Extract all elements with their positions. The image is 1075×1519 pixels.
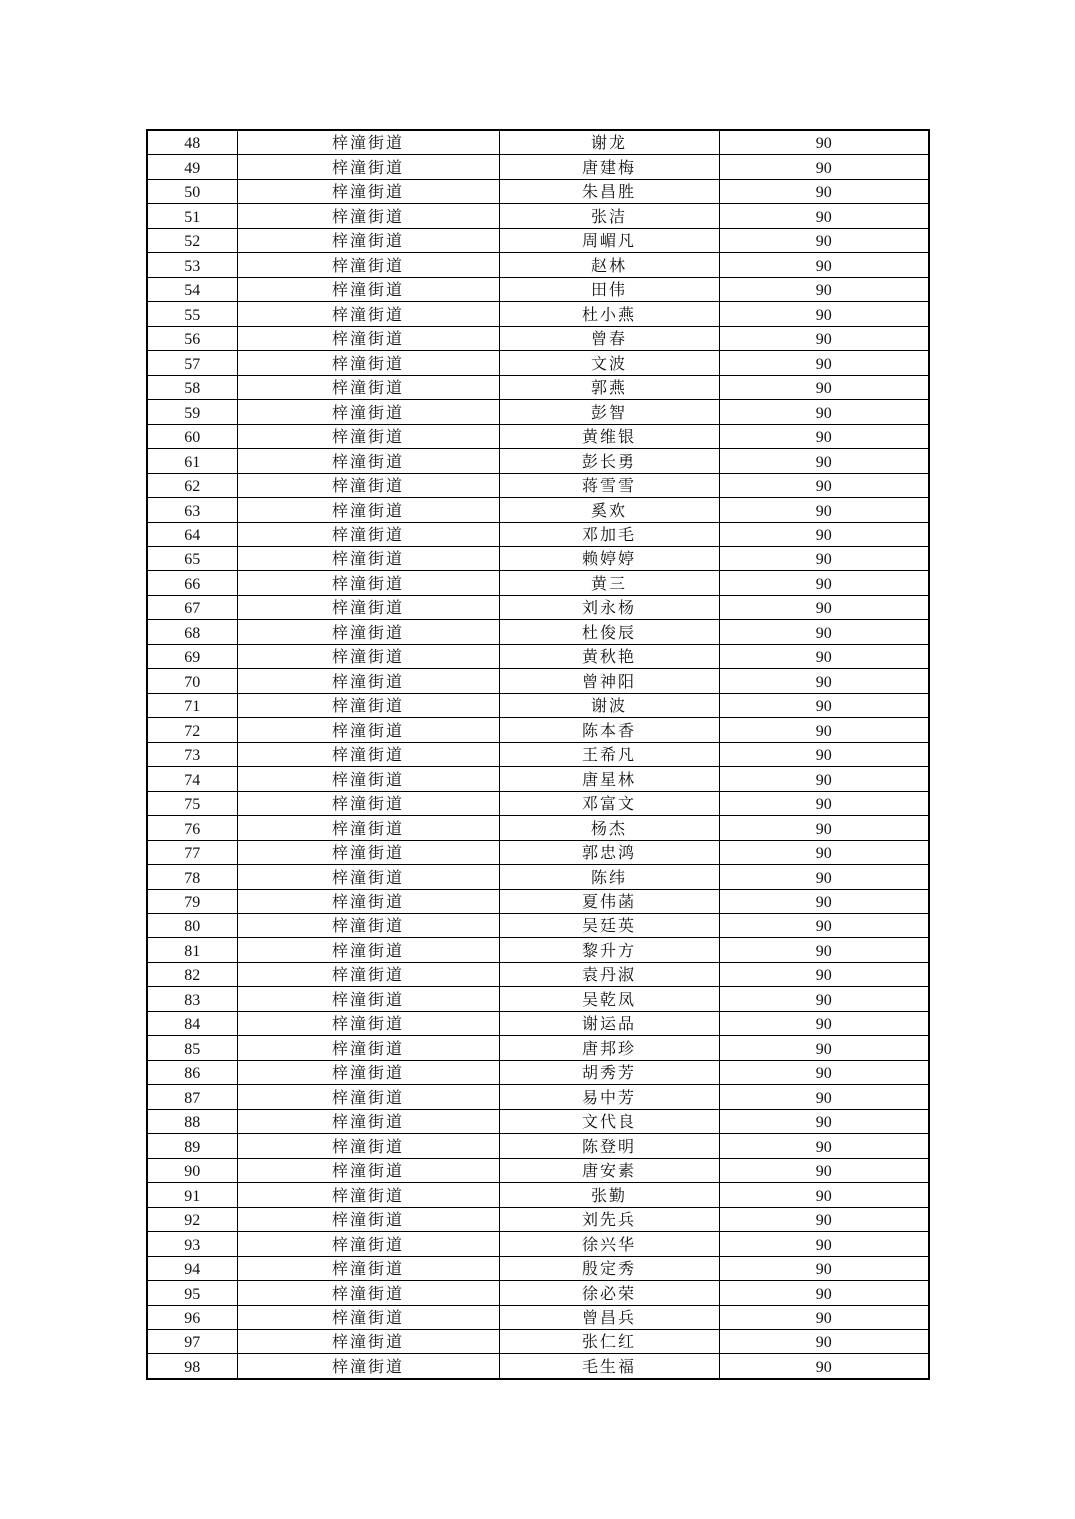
person-name-cell: 毛生福 [499,1354,719,1379]
score-cell: 90 [719,938,929,962]
table-row [147,155,929,179]
table-row [147,1060,929,1084]
person-name-cell: 周嵋凡 [499,228,719,252]
person-name-cell: 赖婷婷 [499,546,719,570]
score-cell: 90 [719,204,929,228]
table-row [147,228,929,252]
row-number-cell: 82 [147,962,237,986]
street-cell: 梓潼街道 [237,1207,499,1231]
street-cell: 梓潼街道 [237,840,499,864]
street-cell: 梓潼街道 [237,179,499,203]
person-name-cell: 黄秋艳 [499,644,719,668]
score-cell: 90 [719,179,929,203]
score-cell: 90 [719,865,929,889]
street-cell: 梓潼街道 [237,620,499,644]
street-cell: 梓潼街道 [237,1281,499,1305]
street-cell: 梓潼街道 [237,595,499,619]
person-name-cell: 陈登明 [499,1134,719,1158]
street-cell: 梓潼街道 [237,546,499,570]
street-cell: 梓潼街道 [237,1354,499,1379]
street-cell: 梓潼街道 [237,1085,499,1109]
person-name-cell: 徐必荣 [499,1281,719,1305]
person-name-cell: 袁丹淑 [499,962,719,986]
person-name-cell: 杜小燕 [499,302,719,326]
table-row [147,962,929,986]
row-number-cell: 61 [147,449,237,473]
table-row [147,840,929,864]
score-cell: 90 [719,1207,929,1231]
row-number-cell: 68 [147,620,237,644]
person-name-cell: 曾春 [499,326,719,350]
street-cell: 梓潼街道 [237,938,499,962]
row-number-cell: 65 [147,546,237,570]
row-number-cell: 84 [147,1011,237,1035]
street-cell: 梓潼街道 [237,498,499,522]
person-name-cell: 谢龙 [499,130,719,155]
score-cell: 90 [719,522,929,546]
score-cell: 90 [719,473,929,497]
street-cell: 梓潼街道 [237,1158,499,1182]
score-cell: 90 [719,791,929,815]
score-cell: 90 [719,693,929,717]
score-cell: 90 [719,351,929,375]
score-cell: 90 [719,571,929,595]
street-cell: 梓潼街道 [237,155,499,179]
score-cell: 90 [719,914,929,938]
score-cell: 90 [719,1256,929,1280]
street-cell: 梓潼街道 [237,302,499,326]
table-row [147,1183,929,1207]
street-cell: 梓潼街道 [237,693,499,717]
person-name-cell: 黎升方 [499,938,719,962]
score-cell: 90 [719,1011,929,1035]
person-name-cell: 文波 [499,351,719,375]
person-name-cell: 唐安素 [499,1158,719,1182]
table-row [147,1207,929,1231]
street-cell: 梓潼街道 [237,742,499,766]
person-name-cell: 夏伟菡 [499,889,719,913]
person-name-cell: 陈本香 [499,718,719,742]
score-cell: 90 [719,1305,929,1329]
score-cell: 90 [719,669,929,693]
person-name-cell: 黄三 [499,571,719,595]
row-number-cell: 54 [147,277,237,301]
street-cell: 梓潼街道 [237,791,499,815]
table-row [147,546,929,570]
row-number-cell: 88 [147,1109,237,1133]
score-cell: 90 [719,1158,929,1182]
street-cell: 梓潼街道 [237,400,499,424]
row-number-cell: 76 [147,816,237,840]
person-name-cell: 唐星林 [499,767,719,791]
table-row [147,204,929,228]
table-row [147,669,929,693]
score-cell: 90 [719,816,929,840]
row-number-cell: 50 [147,179,237,203]
score-cell: 90 [719,326,929,350]
street-cell: 梓潼街道 [237,204,499,228]
row-number-cell: 67 [147,595,237,619]
row-number-cell: 93 [147,1232,237,1256]
street-cell: 梓潼街道 [237,1036,499,1060]
table-row [147,742,929,766]
score-cell: 90 [719,302,929,326]
score-cell: 90 [719,155,929,179]
street-cell: 梓潼街道 [237,1011,499,1035]
row-number-cell: 59 [147,400,237,424]
person-name-cell: 张仁红 [499,1329,719,1353]
table-row [147,816,929,840]
table-row [147,1085,929,1109]
table-row [147,889,929,913]
person-name-cell: 杜俊辰 [499,620,719,644]
row-number-cell: 80 [147,914,237,938]
person-name-cell: 杨杰 [499,816,719,840]
table-row [147,326,929,350]
person-name-cell: 彭智 [499,400,719,424]
street-cell: 梓潼街道 [237,889,499,913]
row-number-cell: 83 [147,987,237,1011]
row-number-cell: 95 [147,1281,237,1305]
street-cell: 梓潼街道 [237,1060,499,1084]
row-number-cell: 92 [147,1207,237,1231]
table-row [147,277,929,301]
street-cell: 梓潼街道 [237,253,499,277]
street-cell: 梓潼街道 [237,914,499,938]
person-name-cell: 王希凡 [499,742,719,766]
street-cell: 梓潼街道 [237,1183,499,1207]
row-number-cell: 58 [147,375,237,399]
street-cell: 梓潼街道 [237,571,499,595]
row-number-cell: 64 [147,522,237,546]
score-cell: 90 [719,498,929,522]
table-row [147,865,929,889]
score-cell: 90 [719,742,929,766]
table-row [147,1281,929,1305]
person-name-cell: 吴廷英 [499,914,719,938]
table-row [147,595,929,619]
table-row [147,693,929,717]
street-cell: 梓潼街道 [237,1329,499,1353]
row-number-cell: 72 [147,718,237,742]
table-row [147,620,929,644]
person-name-cell: 邓加毛 [499,522,719,546]
street-cell: 梓潼街道 [237,130,499,155]
score-cell: 90 [719,767,929,791]
row-number-cell: 87 [147,1085,237,1109]
table-row [147,253,929,277]
table-row [147,718,929,742]
row-number-cell: 90 [147,1158,237,1182]
street-cell: 梓潼街道 [237,326,499,350]
score-cell: 90 [719,449,929,473]
street-cell: 梓潼街道 [237,351,499,375]
street-cell: 梓潼街道 [237,375,499,399]
row-number-cell: 85 [147,1036,237,1060]
row-number-cell: 69 [147,644,237,668]
person-name-cell: 曾神阳 [499,669,719,693]
score-cell: 90 [719,1183,929,1207]
row-number-cell: 75 [147,791,237,815]
street-cell: 梓潼街道 [237,424,499,448]
table-row [147,1354,929,1379]
table-row [147,351,929,375]
street-cell: 梓潼街道 [237,669,499,693]
row-number-cell: 57 [147,351,237,375]
person-name-cell: 张洁 [499,204,719,228]
table-row [147,938,929,962]
score-cell: 90 [719,718,929,742]
score-cell: 90 [719,228,929,252]
person-name-cell: 田伟 [499,277,719,301]
row-number-cell: 89 [147,1134,237,1158]
row-number-cell: 98 [147,1354,237,1379]
person-name-cell: 彭长勇 [499,449,719,473]
person-name-cell: 易中芳 [499,1085,719,1109]
street-cell: 梓潼街道 [237,1305,499,1329]
row-number-cell: 74 [147,767,237,791]
street-cell: 梓潼街道 [237,1109,499,1133]
table-row [147,987,929,1011]
person-name-cell: 刘先兵 [499,1207,719,1231]
person-name-cell: 奚欢 [499,498,719,522]
table-row [147,1109,929,1133]
table-row [147,1256,929,1280]
row-number-cell: 71 [147,693,237,717]
roster-table-body [147,130,929,1379]
score-cell: 90 [719,1036,929,1060]
score-cell: 90 [719,1109,929,1133]
person-name-cell: 陈纬 [499,865,719,889]
table-row [147,498,929,522]
person-name-cell: 徐兴华 [499,1232,719,1256]
row-number-cell: 78 [147,865,237,889]
score-cell: 90 [719,1060,929,1084]
table-row [147,791,929,815]
person-name-cell: 唐建梅 [499,155,719,179]
person-name-cell: 胡秀芳 [499,1060,719,1084]
street-cell: 梓潼街道 [237,767,499,791]
score-cell: 90 [719,595,929,619]
row-number-cell: 66 [147,571,237,595]
street-cell: 梓潼街道 [237,449,499,473]
person-name-cell: 郭忠鸿 [499,840,719,864]
person-name-cell: 郭燕 [499,375,719,399]
street-cell: 梓潼街道 [237,1256,499,1280]
score-cell: 90 [719,962,929,986]
person-name-cell: 谢运品 [499,1011,719,1035]
row-number-cell: 70 [147,669,237,693]
table-row [147,1329,929,1353]
row-number-cell: 81 [147,938,237,962]
table-row [147,375,929,399]
row-number-cell: 53 [147,253,237,277]
table-row [147,767,929,791]
person-name-cell: 曾昌兵 [499,1305,719,1329]
score-cell: 90 [719,840,929,864]
street-cell: 梓潼街道 [237,962,499,986]
score-cell: 90 [719,1329,929,1353]
row-number-cell: 49 [147,155,237,179]
row-number-cell: 56 [147,326,237,350]
table-row [147,1036,929,1060]
score-cell: 90 [719,546,929,570]
table-row [147,130,929,155]
street-cell: 梓潼街道 [237,277,499,301]
table-row [147,302,929,326]
row-number-cell: 60 [147,424,237,448]
person-name-cell: 刘永杨 [499,595,719,619]
score-cell: 90 [719,1281,929,1305]
score-cell: 90 [719,1232,929,1256]
row-number-cell: 51 [147,204,237,228]
score-cell: 90 [719,277,929,301]
score-cell: 90 [719,889,929,913]
table-row [147,400,929,424]
roster-table [146,129,930,1380]
street-cell: 梓潼街道 [237,473,499,497]
row-number-cell: 94 [147,1256,237,1280]
score-cell: 90 [719,987,929,1011]
row-number-cell: 77 [147,840,237,864]
score-cell: 90 [719,424,929,448]
score-cell: 90 [719,253,929,277]
person-name-cell: 吴乾凤 [499,987,719,1011]
row-number-cell: 86 [147,1060,237,1084]
table-row [147,571,929,595]
score-cell: 90 [719,130,929,155]
score-cell: 90 [719,400,929,424]
row-number-cell: 55 [147,302,237,326]
table-row [147,1158,929,1182]
street-cell: 梓潼街道 [237,987,499,1011]
row-number-cell: 63 [147,498,237,522]
person-name-cell: 黄维银 [499,424,719,448]
table-row [147,1232,929,1256]
person-name-cell: 赵林 [499,253,719,277]
row-number-cell: 96 [147,1305,237,1329]
table-row [147,914,929,938]
street-cell: 梓潼街道 [237,865,499,889]
person-name-cell: 邓富文 [499,791,719,815]
row-number-cell: 97 [147,1329,237,1353]
table-row [147,1134,929,1158]
row-number-cell: 52 [147,228,237,252]
score-cell: 90 [719,1354,929,1379]
table-row [147,644,929,668]
person-name-cell: 张勤 [499,1183,719,1207]
score-cell: 90 [719,644,929,668]
score-cell: 90 [719,1085,929,1109]
person-name-cell: 蒋雪雪 [499,473,719,497]
street-cell: 梓潼街道 [237,718,499,742]
table-row [147,1305,929,1329]
table-row [147,1011,929,1035]
person-name-cell: 文代良 [499,1109,719,1133]
row-number-cell: 91 [147,1183,237,1207]
person-name-cell: 唐邦珍 [499,1036,719,1060]
person-name-cell: 朱昌胜 [499,179,719,203]
row-number-cell: 73 [147,742,237,766]
street-cell: 梓潼街道 [237,644,499,668]
score-cell: 90 [719,1134,929,1158]
row-number-cell: 79 [147,889,237,913]
score-cell: 90 [719,620,929,644]
street-cell: 梓潼街道 [237,1232,499,1256]
table-row [147,179,929,203]
table-row [147,473,929,497]
row-number-cell: 48 [147,130,237,155]
row-number-cell: 62 [147,473,237,497]
street-cell: 梓潼街道 [237,228,499,252]
score-cell: 90 [719,375,929,399]
street-cell: 梓潼街道 [237,522,499,546]
person-name-cell: 殷定秀 [499,1256,719,1280]
table-row [147,449,929,473]
street-cell: 梓潼街道 [237,1134,499,1158]
street-cell: 梓潼街道 [237,816,499,840]
person-name-cell: 谢波 [499,693,719,717]
table-row [147,424,929,448]
table-row [147,522,929,546]
